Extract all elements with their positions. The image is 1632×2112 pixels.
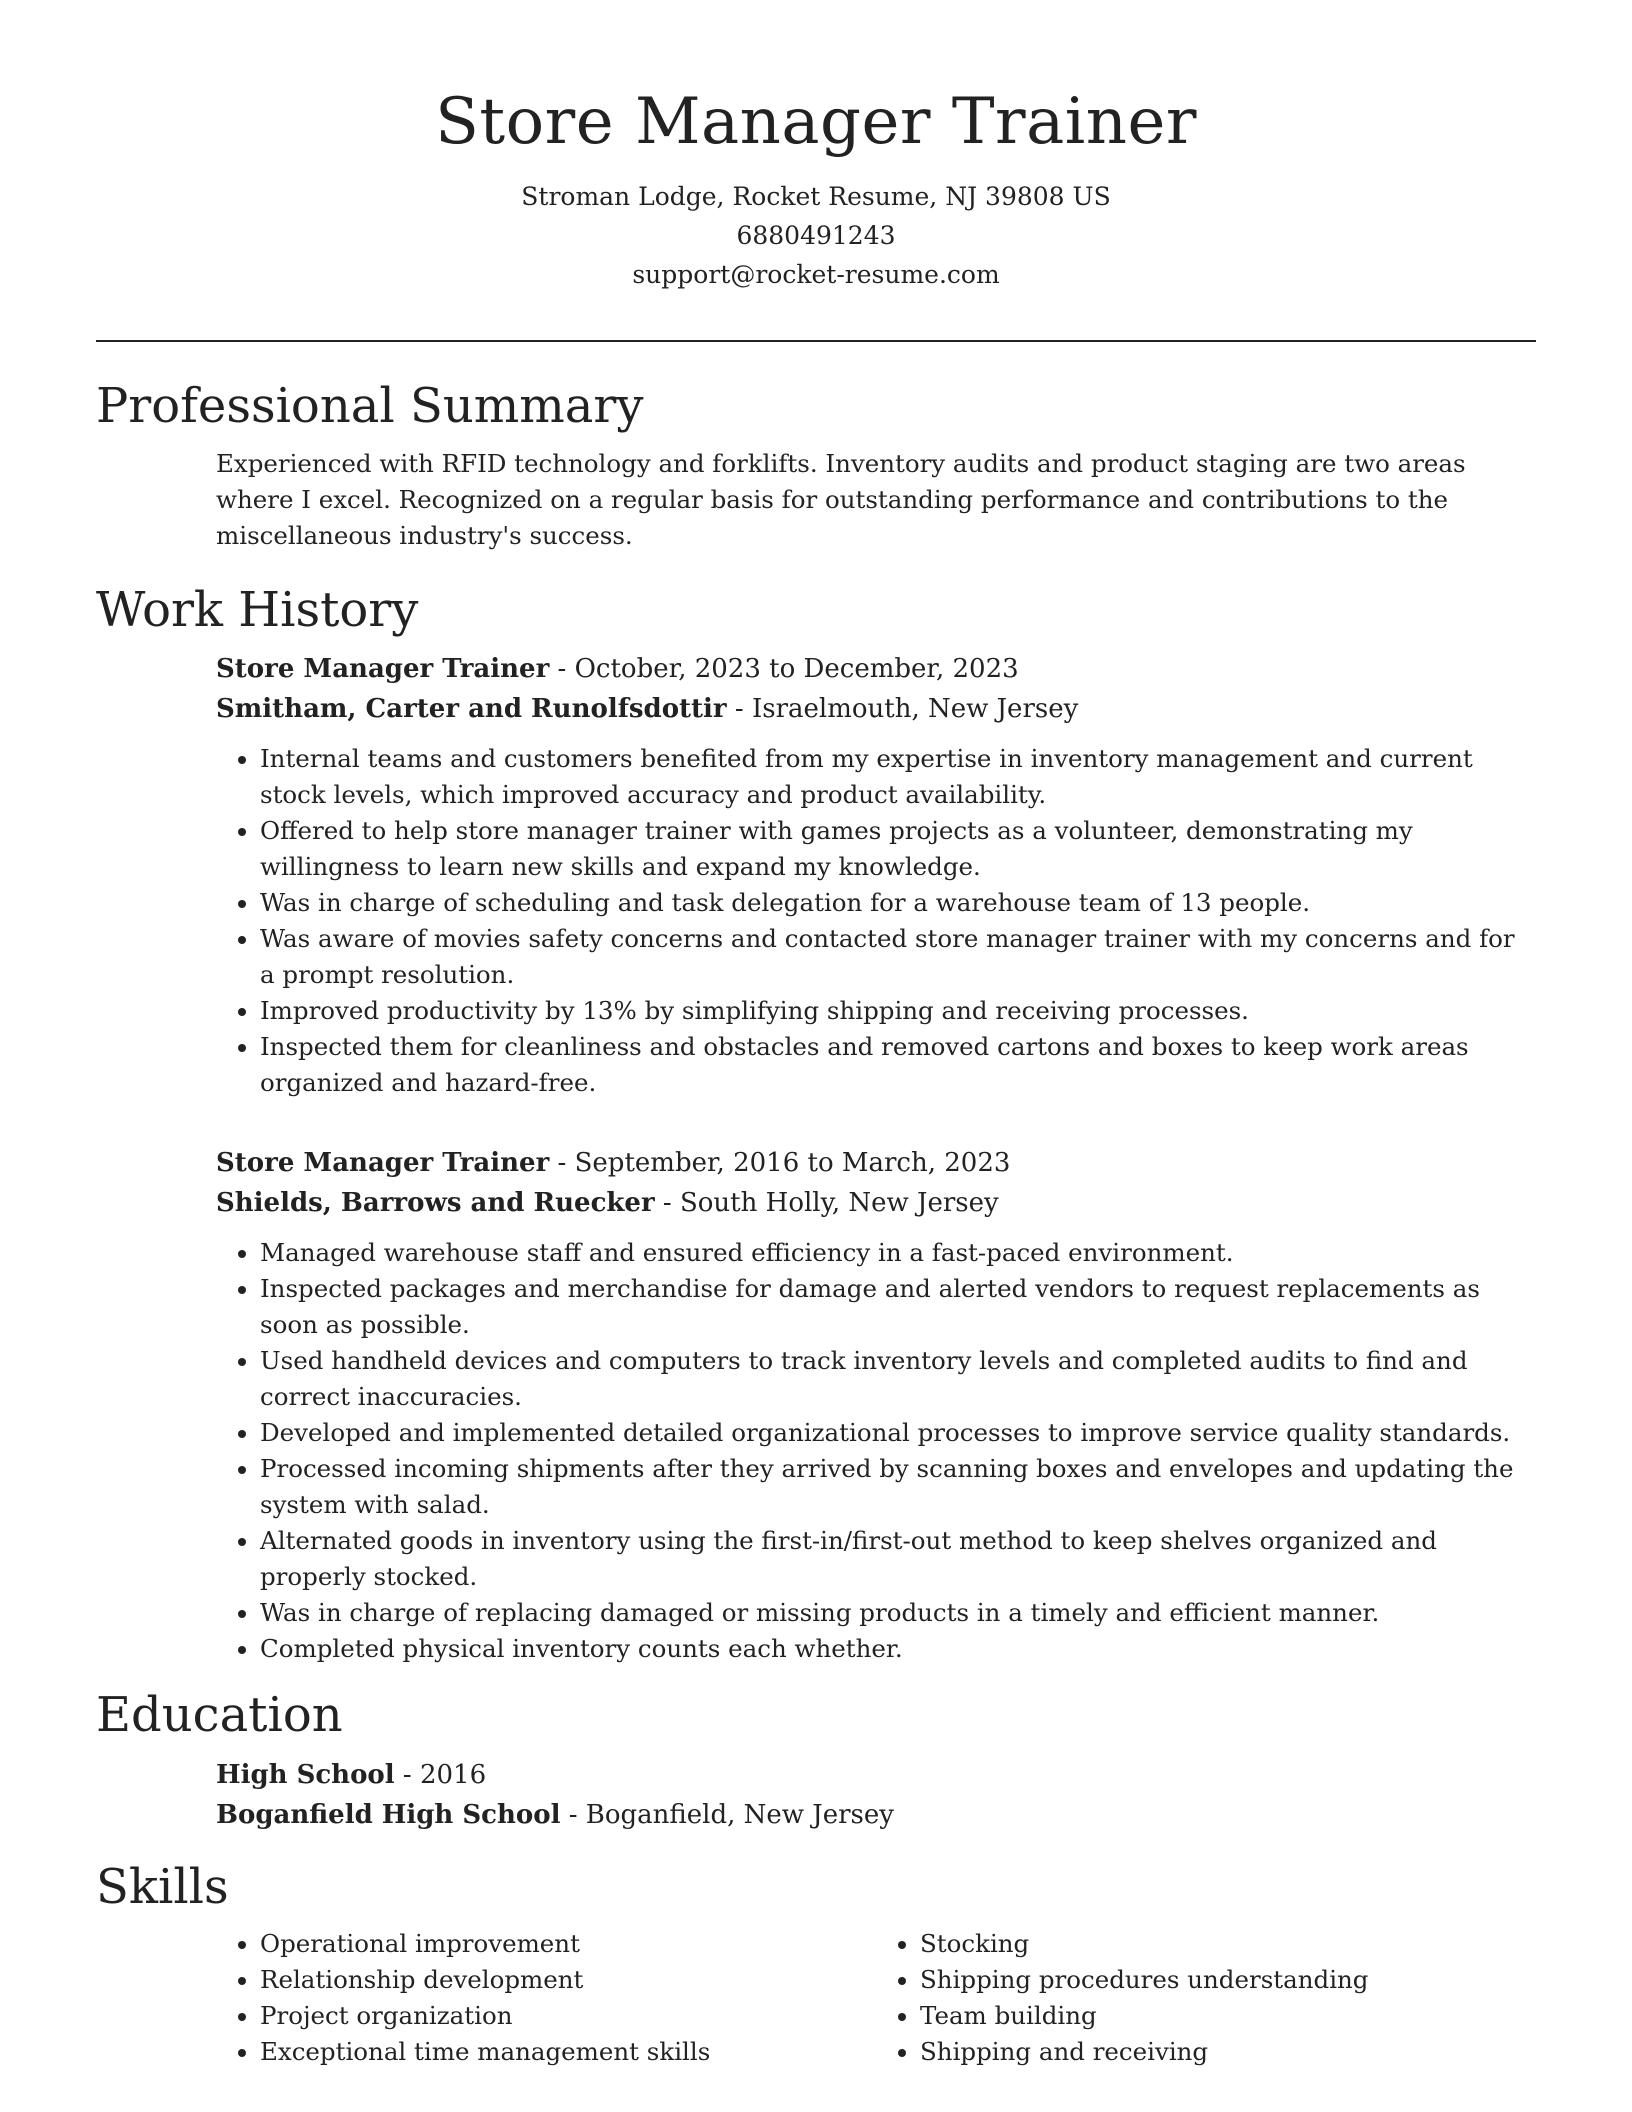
candidate-name: Store Manager Trainer bbox=[435, 85, 1197, 159]
resume-header bbox=[0, 0, 1632, 294]
work-history bbox=[216, 639, 1536, 1687]
skills-heading: Skills bbox=[96, 1858, 229, 1915]
job-bullet: • Was aware of movies safety concerns and contacted store manager trainer with my concerns and for a prompt resolution. bbox=[260, 921, 1536, 993]
address: Stroman Lodge, Rocket Resume, NJ 39808 US bbox=[521, 181, 1111, 211]
job-entry bbox=[216, 1133, 1536, 1667]
education-year: - 2016 bbox=[394, 1759, 487, 1790]
skill-item: • Exceptional time management skills bbox=[260, 2034, 876, 2070]
job-bullet: • Improved productivity by 13% by simplifying shipping and receiving processes. bbox=[260, 993, 1536, 1029]
skills-list bbox=[216, 1916, 1536, 2070]
header-divider bbox=[96, 340, 1536, 342]
job-location: - Israelmouth, New Jersey bbox=[726, 694, 1079, 725]
education-school-line bbox=[216, 1795, 1536, 1835]
job-bullets bbox=[216, 741, 1536, 1101]
job-dates: - October, 2023 to December, 2023 bbox=[549, 654, 1019, 685]
job-bullet: • Offered to help store manager trainer with games projects as a volunteer, demonstrating my willingness to learn new skills and expand my knowledge. bbox=[260, 813, 1536, 885]
job-company: Shields, Barrows and Ruecker bbox=[216, 1188, 655, 1219]
job-bullet: • Managed warehouse staff and ensured efficiency in a fast-paced environment. bbox=[260, 1235, 1536, 1271]
job-dates: - September, 2016 to March, 2023 bbox=[549, 1148, 1011, 1179]
job-bullet: • Used handheld devices and computers to track inventory levels and completed audits to find and correct inaccuracies. bbox=[260, 1343, 1536, 1415]
job-bullet: • Inspected them for cleanliness and obstacles and removed cartons and boxes to keep work areas organized and hazard-free. bbox=[260, 1029, 1536, 1101]
contact-info bbox=[0, 177, 1632, 294]
work-history-heading: Work History bbox=[96, 581, 419, 638]
skill-item: • Shipping and receiving bbox=[920, 2034, 1536, 2070]
skills-column-left bbox=[216, 1926, 876, 2070]
skill-item: • Project organization bbox=[260, 1998, 876, 2034]
job-bullets bbox=[216, 1235, 1536, 1667]
education-degree-line bbox=[216, 1755, 1536, 1795]
education-location: - Boganfield, New Jersey bbox=[560, 1799, 894, 1830]
skills-column-right bbox=[876, 1926, 1536, 2070]
skill-item: • Team building bbox=[920, 1998, 1536, 2034]
summary-text: Experienced with RFID technology and forklifts. Inventory audits and product staging are two areas where I excel. Recognized on a regular basis for outstanding performance and contributions to the miscellaneous industry's success. bbox=[216, 448, 1466, 550]
job-bullet: • Was in charge of replacing damaged or missing products in a timely and efficient manner. bbox=[260, 1595, 1536, 1631]
job-entry bbox=[216, 639, 1536, 1101]
summary-heading: Professional Summary bbox=[96, 378, 644, 434]
job-role: Store Manager Trainer bbox=[216, 654, 550, 685]
job-bullet: • Alternated goods in inventory using the first-in/first-out method to keep shelves organized and properly stocked. bbox=[260, 1523, 1536, 1595]
skill-item: • Operational improvement bbox=[260, 1926, 876, 1962]
job-title-line bbox=[216, 649, 1536, 689]
job-company: Smitham, Carter and Runolfsdottir bbox=[216, 694, 727, 725]
job-title-line bbox=[216, 1143, 1536, 1183]
job-company-line bbox=[216, 1183, 1536, 1223]
education-heading: Education bbox=[96, 1687, 343, 1744]
education-entry bbox=[216, 1745, 1536, 1859]
education-degree: High School bbox=[216, 1759, 395, 1790]
job-bullet: • Processed incoming shipments after they arrived by scanning boxes and envelopes and updating the system with salad. bbox=[260, 1451, 1536, 1523]
job-bullet: • Was in charge of scheduling and task delegation for a warehouse team of 13 people. bbox=[260, 885, 1536, 921]
job-location: - South Holly, New Jersey bbox=[654, 1188, 999, 1219]
email: support@rocket-resume.com bbox=[632, 259, 1000, 289]
skill-item: • Stocking bbox=[920, 1926, 1536, 1962]
job-bullet: • Completed physical inventory counts each whether. bbox=[260, 1631, 1536, 1667]
job-bullet: • Internal teams and customers benefited from my expertise in inventory management and current stock levels, which improved accuracy and product availability. bbox=[260, 741, 1536, 813]
job-bullet: • Inspected packages and merchandise for damage and alerted vendors to request replacements as soon as possible. bbox=[260, 1271, 1536, 1343]
skill-item: • Relationship development bbox=[260, 1962, 876, 1998]
skill-item: • Shipping procedures understanding bbox=[920, 1962, 1536, 1998]
job-role: Store Manager Trainer bbox=[216, 1148, 550, 1179]
phone: 6880491243 bbox=[736, 220, 896, 250]
job-bullet: • Developed and implemented detailed organizational processes to improve service quality standards. bbox=[260, 1415, 1536, 1451]
job-company-line bbox=[216, 689, 1536, 729]
resume-content bbox=[96, 378, 1536, 2070]
education-school: Boganfield High School bbox=[216, 1799, 561, 1830]
